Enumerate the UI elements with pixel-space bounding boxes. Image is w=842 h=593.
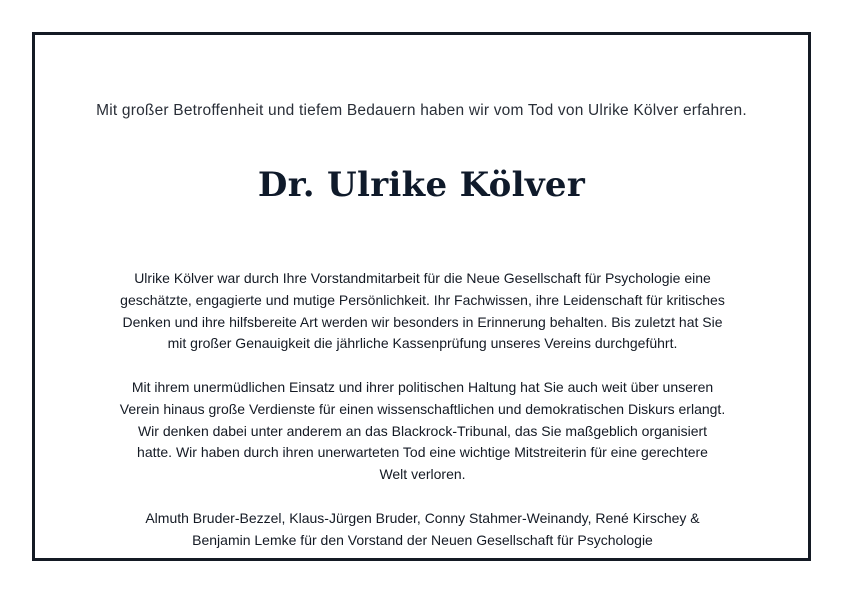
page-border bbox=[32, 32, 811, 561]
signature-line: Almuth Bruder-Bezzel, Klaus-Jürgen Bruder, Conny Stahmer-Weinandy, René Kirschey & bbox=[145, 510, 700, 526]
tribute-paragraph-2 bbox=[75, 377, 770, 486]
paragraph-line: Welt verloren. bbox=[379, 466, 466, 483]
paragraph-line: Wir denken dabei unter anderem an das Blackrock-Tribunal, das Sie maßgeblich organisiert bbox=[137, 422, 708, 439]
signature-block bbox=[75, 508, 770, 552]
paragraph-line: geschätzte, engagierte und mutige Persönlichkeit. Ihr Fachwissen, ihre Leidenschaft für kritisches bbox=[120, 291, 725, 308]
paragraph-line: mit großer Genauigkeit die jährliche Kassenprüfung unseres Vereins durchgeführt. bbox=[167, 335, 678, 352]
deceased-name: Dr. Ulrike Kölver bbox=[257, 165, 586, 205]
intro-sentence: Mit großer Betroffenheit und tiefem Bedauern haben wir vom Tod von Ulrike Kölver erfahren. bbox=[96, 102, 747, 119]
paragraph-line: Verein hinaus große Verdienste für einen wissenschaftlichen und demokratischen Diskurs erlangt. bbox=[119, 400, 726, 417]
signature-line: Benjamin Lemke für den Vorstand der Neuen Gesellschaft für Psychologie bbox=[192, 531, 653, 548]
paragraph-line: Mit ihrem unermüdlichen Einsatz und ihrer politischen Haltung hat Sie auch weit über unseren bbox=[131, 379, 714, 395]
paragraph-line: Denken und ihre hilfsbereite Art werden wir besonders in Erinnerung behalten. Bis zuletzt hat Sie bbox=[122, 313, 723, 330]
tribute-paragraph-1 bbox=[75, 268, 770, 355]
paragraph-line: hatte. Wir haben durch ihren unerwarteten Tod eine wichtige Mitstreiterin für eine gerechtere bbox=[137, 444, 708, 461]
paragraph-line: Ulrike Kölver war durch Ihre Vorstandmitarbeit für die Neue Gesellschaft für Psychologie eine bbox=[134, 270, 711, 286]
